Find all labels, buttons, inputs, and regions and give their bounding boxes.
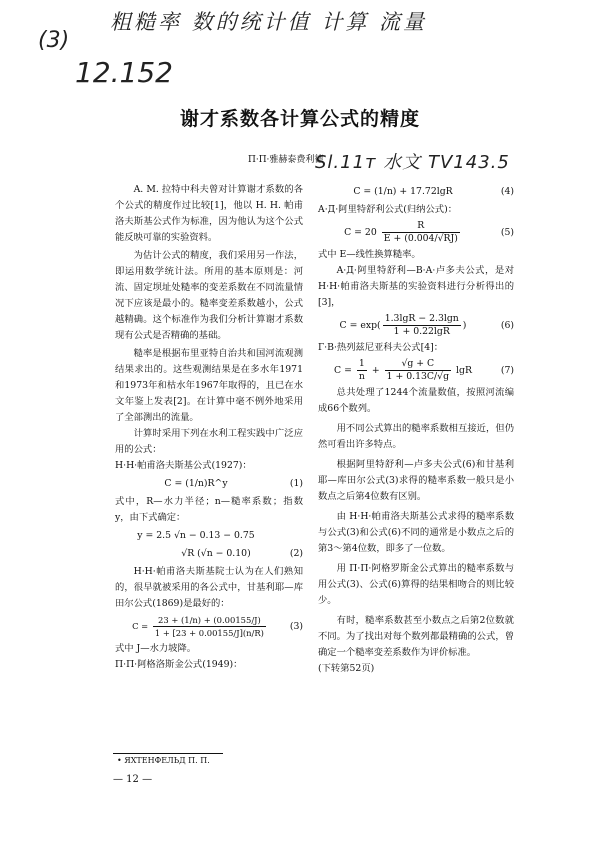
- formula-3-lhs: C =: [132, 621, 149, 631]
- formula-6-fraction: [383, 313, 461, 338]
- footnote: • ЯХТЕНФЕЛЬД П. П.: [117, 756, 210, 765]
- formula-1-number: (1): [289, 478, 303, 489]
- paragraph-6: A·Д·阿里特舒利—B·A·卢多夫公式，是对 H·H·帕甫洛夫斯基的实验资料进行分析得出的[3]，: [318, 265, 514, 308]
- formula-7-label: Г·В·热列兹尼亚科夫公式[4]：: [318, 342, 444, 353]
- paragraph-3: 糙率是根据布里亚特自治共和国河流观测结果求出的。这些观测结果是在多水年1971和1973年和枯水年1967年取得的，且已在水文年鉴上发表[2]。在计算中毫不例外地采用了全部测出的流量。: [115, 348, 303, 423]
- formula-2-text-2: √R (√n − 0.10): [181, 548, 251, 559]
- formula-5: [318, 220, 514, 245]
- formula-4-number: (4): [500, 186, 514, 197]
- formula-5-label: A·Д·阿里特舒利公式(归纳公式)：: [318, 204, 457, 215]
- formula-6-lhs: C = exp(: [339, 320, 381, 331]
- article-author: П·П·雅赫泰费利德: [248, 155, 324, 165]
- formula-4-body: C = (1/n) + 17.72lgR: [353, 186, 453, 197]
- paragraph-9: 根据阿里特舒利—卢多夫公式(6)和甘基利耶—库田尔公式(3)求得的糙率系数一般只是小数点之后第4位数有区别。: [318, 459, 514, 502]
- formula-7-a-denominator: n: [358, 371, 365, 382]
- formula-5-description: 式中 E—线性换算糙率。: [318, 249, 421, 260]
- formula-7-rhs: lgR: [456, 365, 472, 376]
- formula-3-description: 式中 J—水力坡降。: [115, 643, 197, 654]
- formula-2-line-1: [115, 528, 303, 544]
- formula-7-number: (7): [500, 364, 514, 376]
- formula-2-text-1: y = 2.5 √n − 0.13 − 0.75: [137, 530, 255, 541]
- formula-6-rhs: ): [462, 320, 467, 331]
- right-column: [318, 182, 514, 677]
- page-number: — 12 —: [113, 774, 153, 785]
- formula-5-denominator: E + (0.004/√RJ): [383, 233, 458, 244]
- paragraph-12: 有时，糙率系数甚至小数点之后第2位数就不同。为了找出对每个数列都最精确的公式，曾确定一个糙率变差系数作为评价标准。: [318, 615, 514, 658]
- paragraph-4: 计算时采用下列在水利工程实践中广泛应用的公式：: [115, 428, 303, 455]
- formula-5-fraction: [382, 220, 460, 245]
- footnote-rule: [113, 753, 223, 754]
- formula-7-fraction-b: [385, 358, 451, 383]
- formula-1: [115, 476, 303, 492]
- continued-note: (下转第52页): [318, 663, 375, 674]
- formula-7-lhs: C =: [334, 365, 352, 376]
- formula-3-numerator: 23 + (1/n) + (0.00155/J): [153, 614, 266, 627]
- handwritten-classification-note: Sl.11т 水文 TV143.5: [315, 152, 510, 173]
- formula-4: [318, 184, 514, 200]
- formula-6-denominator: 1 + 0.22lgR: [393, 326, 450, 337]
- formula-5-numerator: R: [382, 220, 460, 233]
- formula-1-description: 式中，R—水力半径；n—糙率系数；指数 y，由下式确定：: [115, 496, 303, 523]
- paragraph-11: 用 П·П·阿格罗斯金公式算出的糙率系数与用公式(3)、公式(6)算得的结果相吻合的则比较少。: [318, 563, 514, 606]
- handwritten-code: 12.152: [75, 56, 173, 89]
- formula-7-a-numerator: 1: [357, 358, 367, 371]
- handwritten-circled-number: (3): [38, 28, 70, 53]
- formula-6-numerator: 1.3lgR − 2.3lgn: [384, 313, 459, 324]
- paragraph-8: 用不同公式算出的糙率系数相互接近，但仍然可看出许多特点。: [318, 423, 514, 450]
- handwritten-top-note: 粗糙率 数的统计值 计算 流量: [110, 10, 428, 34]
- formula-7-b-numerator: √g + C: [385, 358, 451, 371]
- formula-7: [318, 358, 514, 383]
- formula-7-plus: +: [371, 365, 380, 376]
- paragraph-5: H·H·帕甫洛夫斯基院士认为在人们熟知的，很早就被采用的各公式中，甘基利耶—库田尔公式(1869)是最好的：: [115, 566, 303, 609]
- formula-4-label: П·П·阿格洛斯金公式(1949)：: [115, 659, 243, 670]
- left-column: [115, 182, 303, 673]
- formula-3-denominator: 1 + [23 + 0.00155/J](n/R): [154, 628, 264, 638]
- formula-5-lhs: C = 20: [344, 227, 377, 238]
- formula-3-fraction: [153, 614, 266, 639]
- formula-5-number: (5): [500, 226, 514, 238]
- formula-1-body: C = (1/n)R^y: [164, 478, 228, 489]
- formula-6: [318, 313, 514, 338]
- formula-1-label: H·H·帕甫洛夫斯基公式(1927)：: [115, 460, 252, 471]
- formula-2-number: (2): [289, 548, 303, 559]
- formula-3: [115, 614, 303, 639]
- paragraph-10: 由 H·H·帕甫洛夫斯基公式求得的糙率系数与公式(3)和公式(6)不同的通常是小数点之后的第3～第4位数，即多了一位数。: [318, 511, 514, 554]
- formula-3-number: (3): [289, 620, 303, 632]
- paragraph-2: 为估计公式的精度，我们采用另一作法，即运用数学统计法。所用的基本原则是：河流、固定坝址处糙率的变差系数在不同流量情况下应该是最小的。糙率变差系数越小，公式越精确。这个标准作为我们分析计算谢才系数现有公式是否精确的基础。: [115, 250, 303, 341]
- formula-2-line-2: [115, 546, 303, 562]
- formula-7-fraction-a: [357, 358, 367, 383]
- article-title: 谢才系数各计算公式的精度: [179, 108, 420, 130]
- formula-6-number: (6): [500, 319, 514, 331]
- formula-7-b-denominator: 1 + 0.13C/√g: [386, 371, 450, 382]
- paragraph-1: A. M. 拉特中科夫曾对计算谢才系数的各个公式的精度作过比较[1]，他以 H. H. 帕甫洛夫斯基公式作为标准，因为他认为这个公式能反映可靠的实验资料。: [115, 184, 303, 243]
- paragraph-7: 总共处理了1244个流量数值，按照河流编成66个数列。: [318, 387, 514, 414]
